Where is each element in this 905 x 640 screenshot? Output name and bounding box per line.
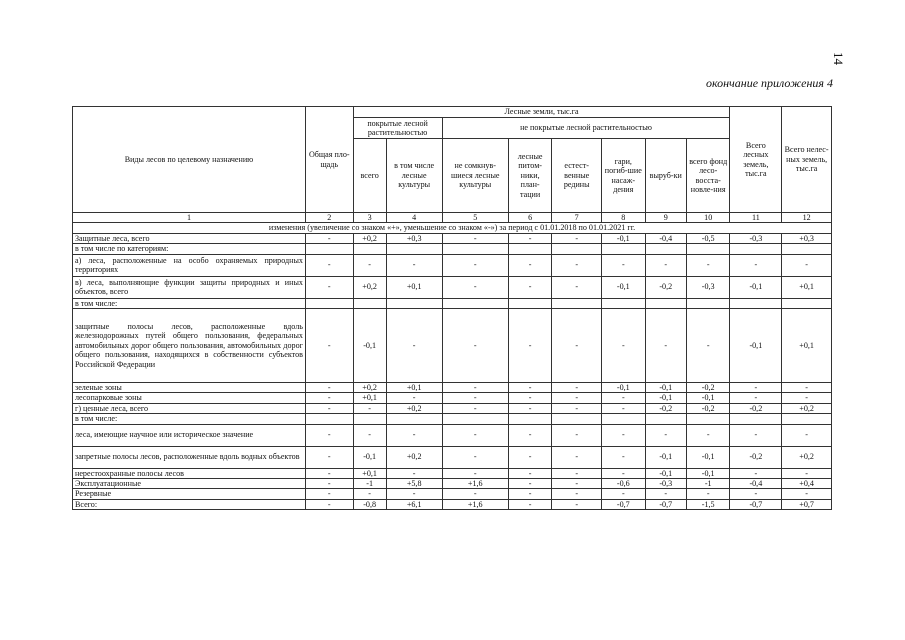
table-cell (686, 414, 730, 424)
table-cell: - (552, 276, 602, 298)
table-cell: -0,1 (686, 468, 730, 478)
table-row (73, 414, 832, 424)
forest-land-table (72, 106, 832, 510)
table-cell: +1,6 (442, 479, 508, 489)
table-cell: - (686, 309, 730, 383)
table-cell: - (305, 393, 353, 403)
table-cell: - (686, 489, 730, 499)
table-cell (508, 298, 551, 308)
table-cell (602, 414, 645, 424)
table-row (73, 244, 832, 254)
table-cell: - (442, 468, 508, 478)
row-label: леса, имеющие научное или историческое значение (73, 424, 306, 446)
table-cell: +0,1 (386, 383, 442, 393)
col-number: 9 (645, 213, 686, 223)
table-cell: - (353, 254, 386, 276)
table-cell (552, 298, 602, 308)
table-cell: +0,1 (782, 309, 832, 383)
table-cell (552, 244, 602, 254)
table-cell: - (645, 424, 686, 446)
table-row (73, 309, 832, 383)
table-cell: - (442, 254, 508, 276)
table-cell: +0,7 (782, 499, 832, 509)
table-cell: - (305, 468, 353, 478)
table-cell: -1 (686, 479, 730, 489)
header-total-area: Общая пло-щадь (305, 107, 353, 213)
header-reforestation-fund: всего фонд лесо-восста-новле-ния (686, 139, 730, 213)
table-cell: -0,2 (686, 383, 730, 393)
table-row (73, 446, 832, 468)
row-label: в том числе: (73, 298, 306, 308)
row-label: Всего: (73, 499, 306, 509)
header-unclosed-cultures: не сомкнув-шиеся лесные культуры (442, 139, 508, 213)
table-cell: - (508, 489, 551, 499)
table-cell: - (602, 254, 645, 276)
table-cell: - (305, 424, 353, 446)
table-cell: - (645, 254, 686, 276)
column-number-row (73, 213, 832, 223)
table-cell: -1 (353, 479, 386, 489)
table-cell (353, 414, 386, 424)
table-cell: - (353, 403, 386, 413)
table-cell: +5,8 (386, 479, 442, 489)
table-cell: -0,8 (353, 499, 386, 509)
table-cell: -0,3 (686, 276, 730, 298)
table-cell: - (508, 499, 551, 509)
table-cell (782, 414, 832, 424)
table-row (73, 468, 832, 478)
table-cell: -0,2 (645, 403, 686, 413)
table-cell: - (508, 233, 551, 243)
table-cell: - (305, 446, 353, 468)
table-cell (730, 298, 782, 308)
table-cell: - (552, 403, 602, 413)
table-cell (386, 298, 442, 308)
table-cell: -0,7 (645, 499, 686, 509)
table-cell: - (552, 499, 602, 509)
table-cell (353, 298, 386, 308)
table-cell: - (602, 309, 645, 383)
table-cell: -0,1 (602, 383, 645, 393)
table-cell: - (730, 489, 782, 499)
table-cell (353, 244, 386, 254)
table-cell: -0,1 (730, 309, 782, 383)
table-cell: -0,3 (645, 479, 686, 489)
table-cell: -0,7 (602, 499, 645, 509)
table-cell: - (386, 309, 442, 383)
table-cell: +0,1 (353, 468, 386, 478)
table-cell: - (730, 424, 782, 446)
table-cell: -0,2 (730, 446, 782, 468)
table-cell: -0,1 (602, 233, 645, 243)
row-label: г) ценные леса, всего (73, 403, 306, 413)
row-label: Эксплуатационные (73, 479, 306, 489)
table-cell: - (782, 383, 832, 393)
table-cell: - (305, 499, 353, 509)
table-cell (442, 298, 508, 308)
col-number: 11 (730, 213, 782, 223)
table-cell (552, 414, 602, 424)
table-row (73, 233, 832, 243)
header-forest-type: Виды лесов по целевому назначению (73, 107, 306, 213)
table-cell: - (730, 393, 782, 403)
table-row (73, 298, 832, 308)
table-cell: - (602, 393, 645, 403)
table-cell: - (730, 254, 782, 276)
table-cell: - (552, 489, 602, 499)
table-cell (442, 244, 508, 254)
table-cell: - (602, 468, 645, 478)
table-cell: - (305, 254, 353, 276)
table-cell: +0,2 (782, 446, 832, 468)
table-cell: - (305, 233, 353, 243)
table-cell: +0,3 (782, 233, 832, 243)
table-cell: - (386, 424, 442, 446)
total-row (73, 499, 832, 509)
col-number: 6 (508, 213, 551, 223)
table-cell: -0,1 (686, 393, 730, 403)
table-cell (508, 244, 551, 254)
col-number: 4 (386, 213, 442, 223)
table-cell: - (508, 276, 551, 298)
table-cell: +0,2 (353, 233, 386, 243)
table-cell: - (305, 276, 353, 298)
col-number: 10 (686, 213, 730, 223)
table-cell: - (602, 489, 645, 499)
row-label: запретные полосы лесов, расположенные вдоль водных объектов (73, 446, 306, 468)
table-cell: - (508, 446, 551, 468)
table-cell: - (305, 479, 353, 489)
table-cell: +0,2 (353, 276, 386, 298)
header-nurseries: лесные питом-ники, план-тации (508, 139, 551, 213)
table-cell: - (508, 254, 551, 276)
table-cell: +0,1 (353, 393, 386, 403)
table-cell: -0,4 (730, 479, 782, 489)
table-cell: - (386, 254, 442, 276)
row-label: а) леса, расположенные на особо охраняемых природных территориях (73, 254, 306, 276)
table-cell: +1,6 (442, 499, 508, 509)
table-cell: - (782, 424, 832, 446)
table-cell (730, 414, 782, 424)
table-cell: - (782, 393, 832, 403)
table-cell (645, 414, 686, 424)
table-cell: -0,4 (645, 233, 686, 243)
table-cell: - (442, 403, 508, 413)
table-cell: +0,1 (386, 276, 442, 298)
row-label: Резервные (73, 489, 306, 499)
table-cell: -0,1 (730, 276, 782, 298)
table-cell: - (442, 233, 508, 243)
table-cell: - (508, 309, 551, 383)
table-cell: -0,1 (602, 276, 645, 298)
table-cell (602, 298, 645, 308)
table-cell: -0,5 (686, 233, 730, 243)
table-cell: - (686, 424, 730, 446)
table-cell (730, 244, 782, 254)
table-cell: -0,1 (645, 468, 686, 478)
table-cell: -0,1 (645, 446, 686, 468)
table-cell: -0,3 (730, 233, 782, 243)
table-cell: - (442, 424, 508, 446)
table-cell: - (782, 489, 832, 499)
table-cell: -0,2 (686, 403, 730, 413)
table-row (73, 479, 832, 489)
col-number: 2 (305, 213, 353, 223)
table-cell: +0,2 (782, 403, 832, 413)
row-label: в том числе: (73, 414, 306, 424)
table-cell: - (442, 446, 508, 468)
table-cell: - (552, 479, 602, 489)
table-cell: - (508, 479, 551, 489)
appendix-note: окончание приложения 4 (705, 76, 833, 90)
table-cell: -0,1 (686, 446, 730, 468)
table-cell: - (305, 383, 353, 393)
table-cell: - (552, 233, 602, 243)
table-cell: -0,1 (353, 446, 386, 468)
table-cell (386, 414, 442, 424)
table-cell: +0,2 (353, 383, 386, 393)
table-cell: - (353, 424, 386, 446)
table-cell: - (508, 468, 551, 478)
table-cell (602, 244, 645, 254)
header-natural-sparse: естест-венные редины (552, 139, 602, 213)
table-cell: - (386, 393, 442, 403)
header-covered-total: всего (353, 139, 386, 213)
table-cell (782, 244, 832, 254)
header-forest-land-total: Всего лесных земель, тыс.га (730, 107, 782, 213)
row-label: Защитные леса, всего (73, 233, 306, 243)
table-row (73, 276, 832, 298)
table-cell: - (686, 254, 730, 276)
table-cell: - (782, 254, 832, 276)
table-cell: - (552, 254, 602, 276)
table-cell: - (508, 403, 551, 413)
table-cell (508, 414, 551, 424)
table-cell: - (442, 383, 508, 393)
table-cell: - (442, 489, 508, 499)
table-cell: - (552, 446, 602, 468)
table-row (73, 393, 832, 403)
table-cell: - (645, 489, 686, 499)
table-cell: +0,4 (782, 479, 832, 489)
table-cell: - (305, 489, 353, 499)
table-cell: -0,2 (645, 276, 686, 298)
table-cell: - (730, 383, 782, 393)
table-cell (686, 244, 730, 254)
row-label: зеленые зоны (73, 383, 306, 393)
table-row (73, 383, 832, 393)
table-cell (386, 244, 442, 254)
table-cell: - (442, 276, 508, 298)
col-number: 5 (442, 213, 508, 223)
table-cell: - (305, 309, 353, 383)
col-number: 1 (73, 213, 306, 223)
table-cell: -0,6 (602, 479, 645, 489)
table-cell: - (782, 468, 832, 478)
table-row (73, 489, 832, 499)
table-cell: - (386, 489, 442, 499)
header-covered-planted: в том числе лесные культуры (386, 139, 442, 213)
table-cell: - (552, 309, 602, 383)
table-cell: - (552, 393, 602, 403)
table-row (73, 403, 832, 413)
header-forest-land: Лесные земли, тыс.га (353, 107, 730, 118)
table-cell: - (305, 403, 353, 413)
table-cell (782, 298, 832, 308)
table-row (73, 424, 832, 446)
table-cell: - (508, 393, 551, 403)
table-cell (305, 298, 353, 308)
table-cell: -1,5 (686, 499, 730, 509)
table-cell: - (508, 424, 551, 446)
table-cell: +0,3 (386, 233, 442, 243)
table-cell: - (602, 424, 645, 446)
table-cell: -0,7 (730, 499, 782, 509)
table-cell: - (602, 446, 645, 468)
header-covered: покрытые лесной растительностью (353, 118, 442, 139)
table-cell: - (730, 468, 782, 478)
row-label: в) леса, выполняющие функции защиты природных и иных объектов, всего (73, 276, 306, 298)
table-cell: - (353, 489, 386, 499)
row-label: лесопарковые зоны (73, 393, 306, 403)
table-cell: - (552, 383, 602, 393)
header-not-covered: не покрытые лесной растительностью (442, 118, 730, 139)
table-cell: - (645, 309, 686, 383)
table-cell: - (508, 383, 551, 393)
page-number: 14 (831, 52, 846, 65)
col-number: 3 (353, 213, 386, 223)
table-cell: - (552, 424, 602, 446)
col-number: 7 (552, 213, 602, 223)
table-cell (305, 414, 353, 424)
table-cell: - (442, 393, 508, 403)
table-cell (645, 298, 686, 308)
table-cell: +0,1 (782, 276, 832, 298)
row-label: в том числе по категориям: (73, 244, 306, 254)
table-cell: - (442, 309, 508, 383)
table-cell (686, 298, 730, 308)
table-cell: +6,1 (386, 499, 442, 509)
table-cell (305, 244, 353, 254)
table-cell: +0,2 (386, 403, 442, 413)
table-cell (442, 414, 508, 424)
header-nonforest-land-total: Всего нелес-ных земель, тыс.га (782, 107, 832, 213)
header-clearings: выруб-ки (645, 139, 686, 213)
table-cell: - (386, 468, 442, 478)
table-cell: +0,2 (386, 446, 442, 468)
section-title: изменения (увеличение со знаком «+», уменьшение со знаком «-») за период с 01.01.2018 по 01.01.2021 гг. (73, 223, 832, 233)
table-cell: - (552, 468, 602, 478)
table-cell: -0,1 (353, 309, 386, 383)
table-cell: -0,1 (645, 383, 686, 393)
header-burned: гари, погиб-шие насаж-дения (602, 139, 645, 213)
table-cell: -0,1 (645, 393, 686, 403)
col-number: 8 (602, 213, 645, 223)
row-label: нерестоохранные полосы лесов (73, 468, 306, 478)
table-cell: -0,2 (730, 403, 782, 413)
table-row (73, 254, 832, 276)
table-cell (645, 244, 686, 254)
row-label: защитные полосы лесов, расположенные вдоль железнодорожных путей общего пользования, федеральных автомобильных дорог общего пользования, автомобильных дорог общего пользования, находящихся в собственности субъектов Российской Федерации (73, 309, 306, 383)
col-number: 12 (782, 213, 832, 223)
table-cell: - (602, 403, 645, 413)
